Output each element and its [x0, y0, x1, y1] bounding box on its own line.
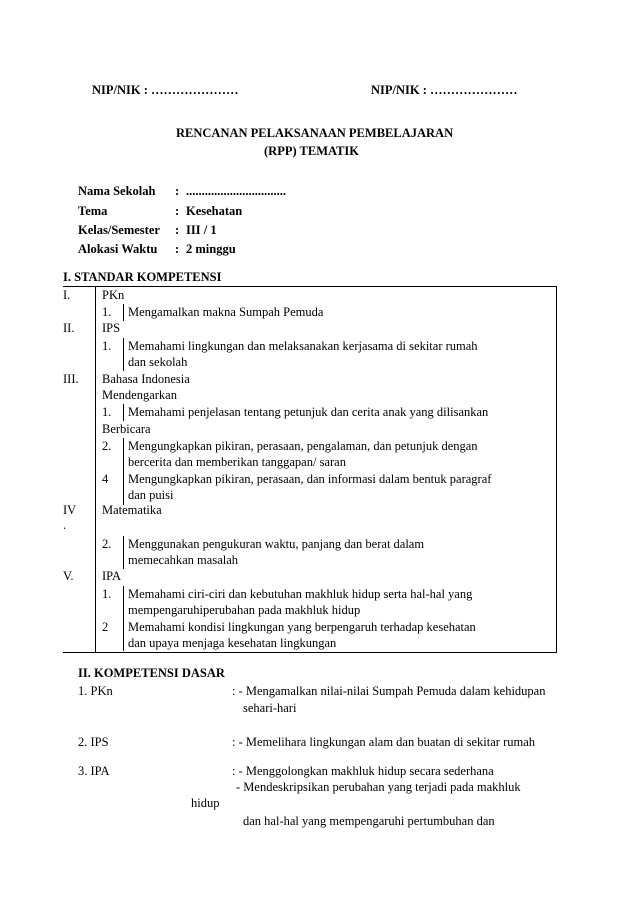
sk-row-number: V. [63, 569, 74, 583]
identity-value: Kesehatan [186, 204, 243, 218]
sk-item-text: Memahami lingkungan dan melaksanakan kerjasama di sekitar rumah [128, 339, 478, 353]
item-divider [123, 338, 124, 371]
kd-subject-label: 3. IPA [78, 764, 110, 778]
sk-table-right-border [556, 286, 557, 652]
sk-item-number: 4 [102, 472, 109, 486]
sk-table-column-divider [95, 286, 96, 652]
identity-value: 2 minggu [186, 242, 236, 256]
sk-subject: Bahasa Indonesia [102, 372, 190, 386]
item-divider [123, 586, 124, 651]
item-divider [123, 536, 124, 569]
identity-colon: : [175, 184, 180, 198]
sk-item-number: 1. [102, 339, 112, 353]
nip-right: NIP/NIK : ………………… [371, 83, 518, 97]
sk-table-bottom-border [63, 652, 557, 653]
identity-value: ................................ [186, 184, 286, 198]
sk-item-text: memecahkan masalah [128, 553, 239, 567]
sk-item-number: 2. [102, 537, 112, 551]
sk-row-number: IV [63, 503, 77, 517]
kd-subject-label: 1. PKn [78, 684, 113, 698]
sk-item-text: bercerita dan memberikan tanggapan/ saran [128, 455, 346, 469]
item-divider [123, 304, 124, 321]
sk-table-top-border [63, 286, 557, 287]
identity-value: III / 1 [186, 223, 217, 237]
sk-item-text: dan puisi [128, 488, 174, 502]
sk-item-text: mempengaruhiperubahan pada makhluk hidup [128, 603, 361, 617]
kd-text: hidup [191, 796, 220, 810]
kd-text: sehari-hari [243, 701, 297, 715]
sk-item-text: Memahami penjelasan tentang petunjuk dan cerita anak yang dilisankan [128, 405, 489, 419]
sk-subheading: Berbicara [102, 422, 151, 436]
sk-item-text: dan upaya menjaga kesehatan lingkungan [128, 636, 337, 650]
identity-label: Nama Sekolah [78, 184, 156, 198]
identity-colon: : [175, 242, 180, 256]
sk-item-number: 1. [102, 405, 112, 419]
sk-item-text: Memahami ciri-ciri dan kebutuhan makhluk hidup serta hal-hal yang [128, 587, 473, 601]
identity-label: Tema [78, 204, 108, 218]
item-divider [123, 438, 124, 505]
sk-item-number: 1. [102, 305, 112, 319]
sk-item-number: 2 [102, 620, 109, 634]
doc-title-line1: RENCANAN PELAKSANAAN PEMBELAJARAN [176, 126, 454, 140]
kd-text: - Mendeskripsikan perubahan yang terjadi pada makhluk [236, 780, 521, 794]
doc-title-line2: (RPP) TEMATIK [264, 144, 360, 158]
sk-subject: IPA [102, 569, 121, 583]
kd-text: dan hal-hal yang mempengaruhi pertumbuhan dan [243, 814, 495, 828]
sk-item-text: dan sekolah [128, 355, 188, 369]
sk-subheading: Mendengarkan [102, 388, 177, 402]
identity-colon: : [175, 223, 180, 237]
kd-text: : - Memelihara lingkungan alam dan buatan di sekitar rumah [232, 735, 536, 749]
sk-item-text: Memahami kondisi lingkungan yang berpengaruh terhadap kesehatan [128, 620, 476, 634]
identity-label: Alokasi Waktu [78, 242, 158, 256]
sk-subject: PKn [102, 288, 125, 302]
kd-heading: II. KOMPETENSI DASAR [78, 666, 225, 680]
sk-item-text: Mengungkapkan pikiran, perasaan, dan informasi dalam bentuk paragraf [128, 472, 492, 486]
sk-item-text: Mengungkapkan pikiran, perasaan, pengalaman, dan petunjuk dengan [128, 439, 478, 453]
kd-subject-label: 2. IPS [78, 735, 109, 749]
kd-text: : - Mengamalkan nilai-nilai Sumpah Pemuda dalam kehidupan [232, 684, 546, 698]
sk-item-number: 2. [102, 439, 112, 453]
sk-item-text: Mengamalkan makna Sumpah Pemuda [128, 305, 324, 319]
item-divider [123, 404, 124, 421]
sk-item-text: Menggunakan pengukuran waktu, panjang dan berat dalam [128, 537, 425, 551]
sk-row-number: I. [63, 288, 71, 302]
identity-label: Kelas/Semester [78, 223, 160, 237]
sk-row-number-dot: . [63, 518, 67, 532]
sk-item-number: 1. [102, 587, 112, 601]
sk-heading: I. STANDAR KOMPETENSI [63, 270, 222, 284]
identity-colon: : [175, 204, 180, 218]
sk-row-number: III. [63, 372, 79, 386]
sk-row-number: II. [63, 321, 75, 335]
kd-text: : - Menggolongkan makhluk hidup secara sederhana [232, 764, 494, 778]
nip-left: NIP/NIK : ………………… [92, 83, 239, 97]
sk-subject: Matematika [102, 503, 162, 517]
sk-subject: IPS [102, 321, 121, 335]
